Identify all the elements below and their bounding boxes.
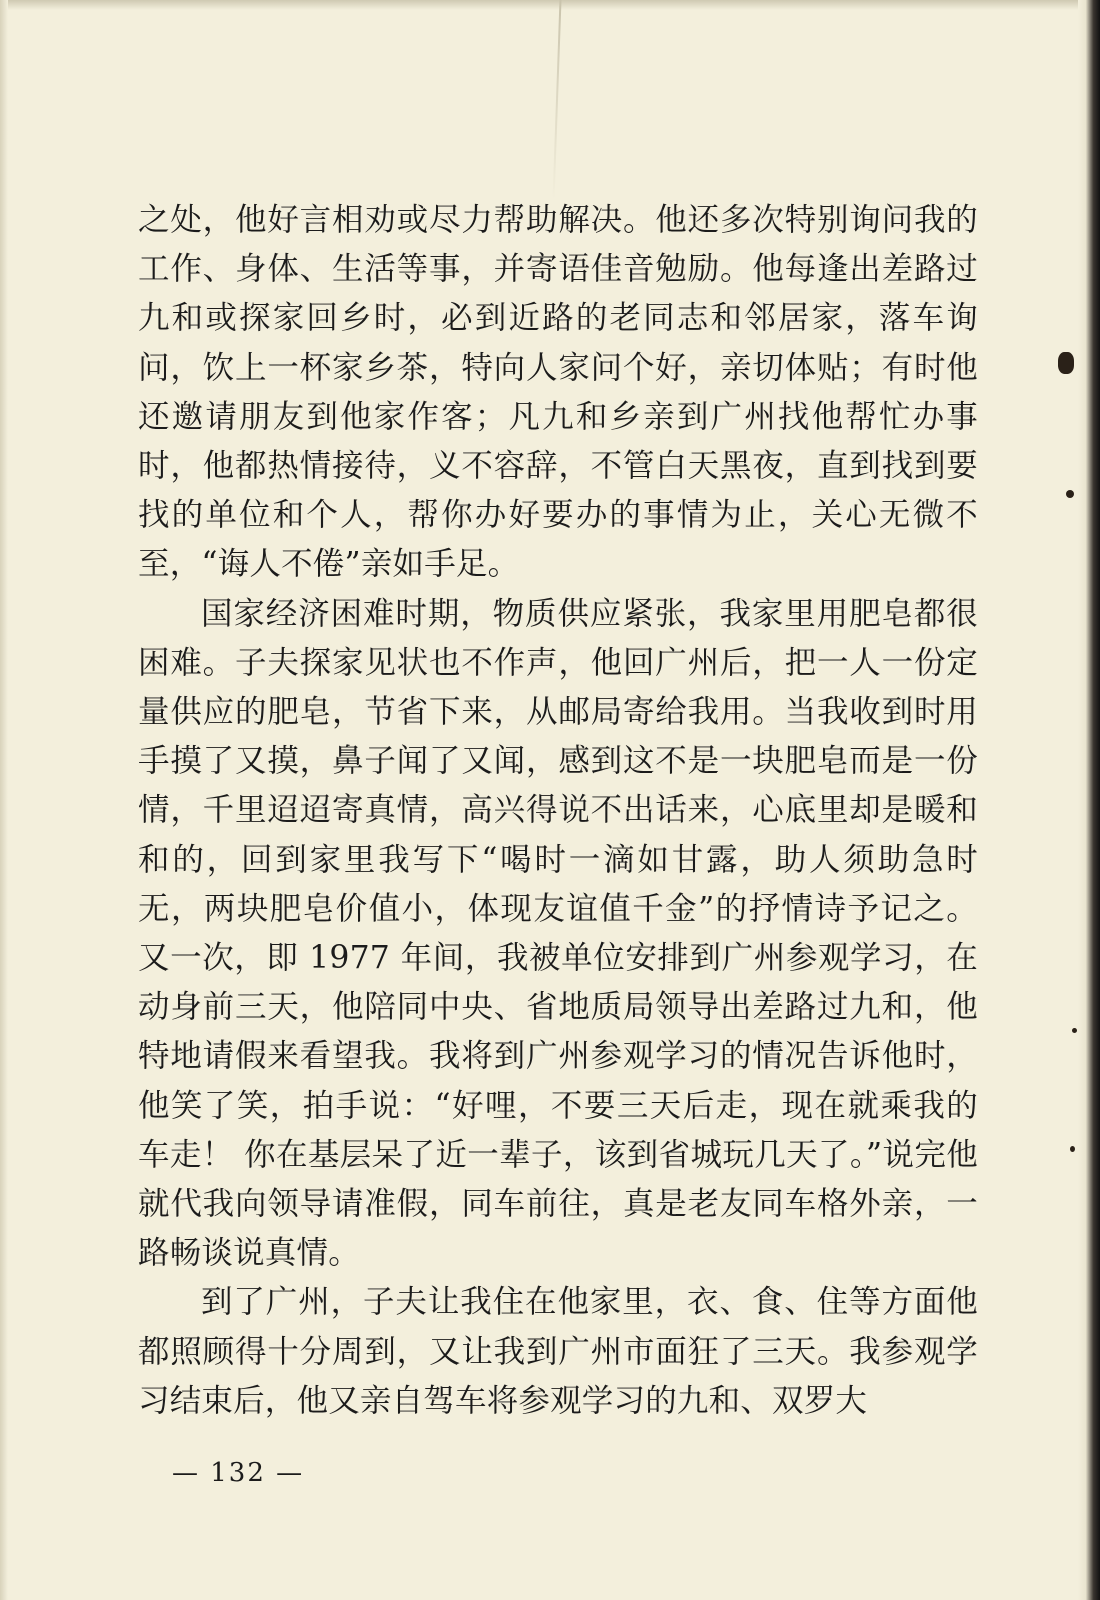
paper-crease [553,0,562,200]
ink-speck [1070,1146,1075,1152]
scan-edge-right [1078,0,1100,1600]
ink-speck [1066,490,1074,498]
body-text [138,196,978,1426]
paragraph-1: 之处，他好言相劝或尽力帮助解决。他还多次特别询问我的工作、身体、生活等事，并寄语佳音勉励。他每逢出差路过九和或探家回乡时，必到近路的老同志和邻居家，落车询问，饮上一杯家乡茶，特向人家问个好，亲切体贴；有时他还邀请朋友到他家作客；凡九和乡亲到广州找他帮忙办事时，他都热情接待，义不容辞，不管白天黑夜，直到找到要找的单位和个人，帮你办好要办的事情为止，关心无微不至，“诲人不倦”亲如手足。 [138,202,978,583]
paragraph-3: 到了广州，子夫让我住在他家里，衣、食、住等方面他都照顾得十分周到，又让我到广州市面狂了三天。我参观学习结束后，他又亲自驾车将参观学习的九和、双罗大 [138,1284,978,1419]
ink-speck [1058,352,1074,374]
scan-edge-left [0,0,8,1600]
ink-speck [1072,1028,1077,1033]
page-number: — 132 — [172,1458,305,1488]
scan-edge-top [0,0,1100,10]
paragraph-2: 国家经济困难时期，物质供应紧张，我家里用肥皂都很困难。子夫探家见状也不作声，他回广州后，把一人一份定量供应的肥皂，节省下来，从邮局寄给我用。当我收到时用手摸了又摸，鼻子闻了又闻，感到这不是一块肥皂而是一份情，千里迢迢寄真情，高兴得说不出话来，心底里却是暖和和的，回到家里我写下“喝时一滴如甘露，助人须助急时无，两块肥皂价值小，体现友谊值千金”的抒情诗予记之。又一次，即 1977 年间，我被单位安排到广州参观学习，在动身前三天，他陪同中央、省地质局领导出差路过九和，他特地请假来看望我。我将到广州参观学习的情况告诉他时，他笑了笑，拍手说：“好哩，不要三天后走，现在就乘我的车走！ 你在基层呆了近一辈子，该到省城玩几天了。”说完他就代我向领导请准假，同车前往，真是老友同车格外亲，一路畅谈说真情。 [138,595,978,1272]
